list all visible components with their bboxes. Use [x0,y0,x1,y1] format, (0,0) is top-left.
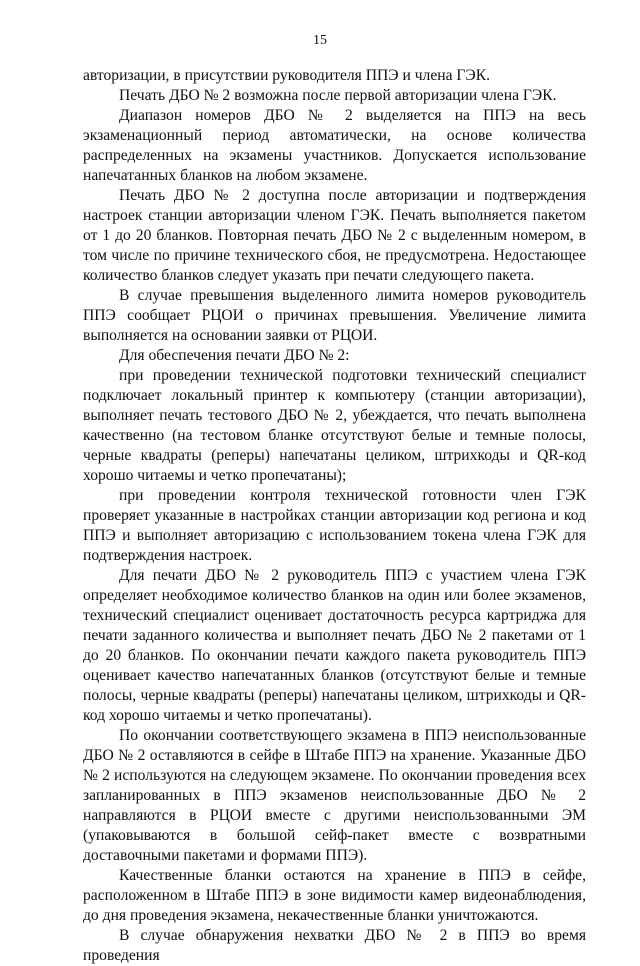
paragraph: По окончании соответствующего экзамена в ППЭ неиспользованные ДБО № 2 оставляются в сейфе в Штабе ППЭ на хранение. Указанные ДБО № 2 используются на следующем экзамене. По окончании проведения всех запланированных в ППЭ экзаменов неиспользованные ДБО № 2 направляются в РЦОИ вместе с другими неиспользованными ЭМ (упаковываются в большой сейф-пакет вместе с возвратными доставочными пакетами и формами ППЭ). [83,727,586,864]
paragraph: авторизации, в присутствии руководителя ППЭ и члена ГЭК. [83,67,491,84]
paragraph: Печать ДБО № 2 доступна после авторизации и подтверждения настроек станции авторизации членом ГЭК. Печать выполняется пакетом от 1 до 20 бланков. Повторная печать ДБО № 2 с выделенным номером, в том числе по причине технического сбоя, не предусмотрена. Недостающее количество бланков следует указать при печати следующего пакета. [83,187,586,284]
list-item: при проведении технической подготовки технический специалист подключает локальный принтер к компьютеру (станции авторизации), выполняет печать тестового ДБО № 2, убеждается, что печать выполнена качественно (на тестовом бланке отсутствуют белые и темные полосы, черные квадраты (реперы) напечатаны целиком, штрихкоды и QR-код хорошо читаемы и четко пропечатаны); [83,367,586,484]
paragraph: Для обеспечения печати ДБО № 2: [119,347,350,364]
page-number: 15 [313,33,327,48]
paragraph: В случае превышения выделенного лимита номеров руководитель ППЭ сообщает РЦОИ о причинах превышения. Увеличение лимита выполняется на основании заявки от РЦОИ. [83,287,586,344]
list-item: при проведении контроля технической готовности член ГЭК проверяет указанные в настройках станции авторизации код региона и код ППЭ и выполняет авторизацию с использованием токена члена ГЭК для подтверждения настроек. [83,487,586,564]
paragraph: В случае обнаружения нехватки ДБО № 2 в ППЭ во время проведения [83,927,586,964]
body-text [83,66,586,966]
paragraph: Печать ДБО № 2 возможна после первой авторизации члена ГЭК. [119,87,557,104]
paragraph: Для печати ДБО № 2 руководитель ППЭ с участием члена ГЭК определяет необходимое количество бланков на один или более экзаменов, технический специалист оценивает достаточность ресурса картриджа для печати заданного количества и выполняет печать ДБО № 2 пакетами от 1 до 20 бланков. По окончании печати каждого пакета руководитель ППЭ оценивает качество напечатанных бланков (отсутствуют белые и темные полосы, черные квадраты (реперы) напечатаны целиком, штрихкоды и QR-код хорошо читаемы и четко пропечатаны). [83,567,586,724]
paragraph: Качественные бланки остаются на хранение в ППЭ в сейфе, расположенном в Штабе ППЭ в зоне видимости камер видеонаблюдения, до дня проведения экзамена, некачественные бланки уничтожаются. [83,867,586,924]
paragraph: Диапазон номеров ДБО № 2 выделяется на ППЭ на весь экзаменационный период автоматически, на основе количества распределенных на экзамены участников. Допускается использование напечатанных бланков на любом экзамене. [83,107,586,184]
